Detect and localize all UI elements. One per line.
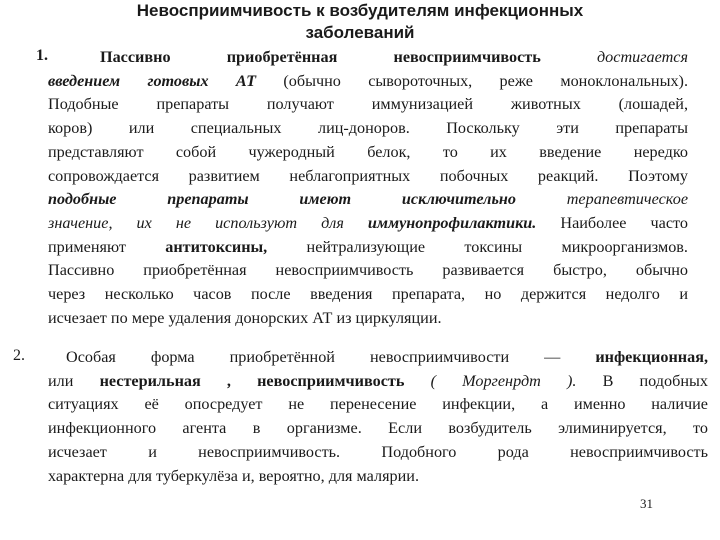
text-line	[48, 393, 708, 417]
text-run: Пассивно приобретённая невосприимчивость	[100, 48, 541, 66]
text-run: значение, их не используют для	[48, 213, 344, 232]
page-number: 31	[640, 496, 653, 511]
text-run: инфекционного агента в организме. Если возбудитель элиминируется, то	[48, 419, 708, 438]
text-run: характерна для туберкулёза и, вероятно, для малярии.	[48, 466, 419, 485]
text-run: В подобных	[576, 371, 709, 390]
text-line	[48, 141, 688, 165]
text-run	[344, 214, 368, 232]
title-line-2: заболеваний	[305, 23, 415, 42]
text-line	[48, 212, 688, 236]
text-run	[516, 190, 567, 208]
text-line	[48, 465, 708, 489]
text-run: Особая форма приобретённой невосприимчивости —	[66, 348, 596, 366]
paragraph-infectious-immunity	[48, 346, 708, 488]
text-run: ( Моргенрдт ).	[430, 371, 577, 390]
text-run: Пассивно приобретённая невосприимчивость развивается быстро, обычно	[48, 261, 688, 280]
text-run: подобные препараты имеют исключительно	[48, 190, 516, 209]
text-line	[48, 283, 688, 307]
text-run: Наиболее часто	[536, 213, 688, 232]
text-run: исчезает и невосприимчивость. Подобного рода невосприимчивость	[48, 442, 708, 461]
text-run: нейтрализующие токсины микроорганизмов.	[267, 237, 688, 256]
text-run: антитоксины,	[165, 237, 268, 256]
text-line	[48, 417, 708, 441]
text-line	[48, 236, 688, 260]
text-run: иммунопрофилактики.	[367, 213, 537, 232]
text-run: достигается	[596, 48, 689, 66]
text-run: терапевтическое	[566, 190, 688, 209]
paragraph-passive-immunity	[48, 46, 688, 330]
text-line	[48, 93, 688, 117]
text-run: (обычно сывороточных, реже моноклональных).	[256, 71, 688, 90]
text-run: сопровождается развитием неблагоприятных побочных реакций. Поэтому	[48, 166, 688, 185]
text-run: применяют	[48, 237, 166, 256]
title-line-1: Невосприимчивость к возбудителям инфекционных	[136, 1, 584, 20]
text-run: инфекционная,	[595, 348, 708, 366]
text-run: нестерильная , невосприимчивость	[99, 371, 405, 390]
text-run: представляют собой чужеродный белок, то их введение нередко	[48, 142, 688, 161]
text-run: Подобные препараты получают иммунизацией животных (лошадей,	[48, 95, 688, 114]
text-line	[48, 307, 688, 331]
text-line	[48, 259, 688, 283]
text-line	[48, 188, 688, 212]
text-line	[48, 441, 708, 465]
text-run	[541, 48, 597, 66]
text-run	[404, 372, 430, 390]
text-line	[48, 370, 708, 394]
item-1-number: 1.	[36, 47, 48, 64]
text-run: или	[48, 371, 100, 390]
text-line	[48, 346, 708, 370]
text-line	[48, 46, 688, 70]
page-title	[0, 0, 720, 44]
text-run: коров) или специальных лиц-доноров. Поскольку эти препараты	[48, 119, 688, 138]
text-run: исчезает по мере удаления донорских АТ из циркуляции.	[48, 308, 442, 327]
text-line	[48, 117, 688, 141]
text-run: введением готовых АТ	[48, 71, 256, 90]
item-2-number: 2.	[13, 347, 25, 364]
text-line	[48, 165, 688, 189]
text-line	[48, 70, 688, 94]
text-run: ситуациях её опосредует не перенесение инфекции, а именно наличие	[48, 395, 708, 414]
text-run: через несколько часов после введения препарата, но держится недолго и	[48, 285, 688, 304]
